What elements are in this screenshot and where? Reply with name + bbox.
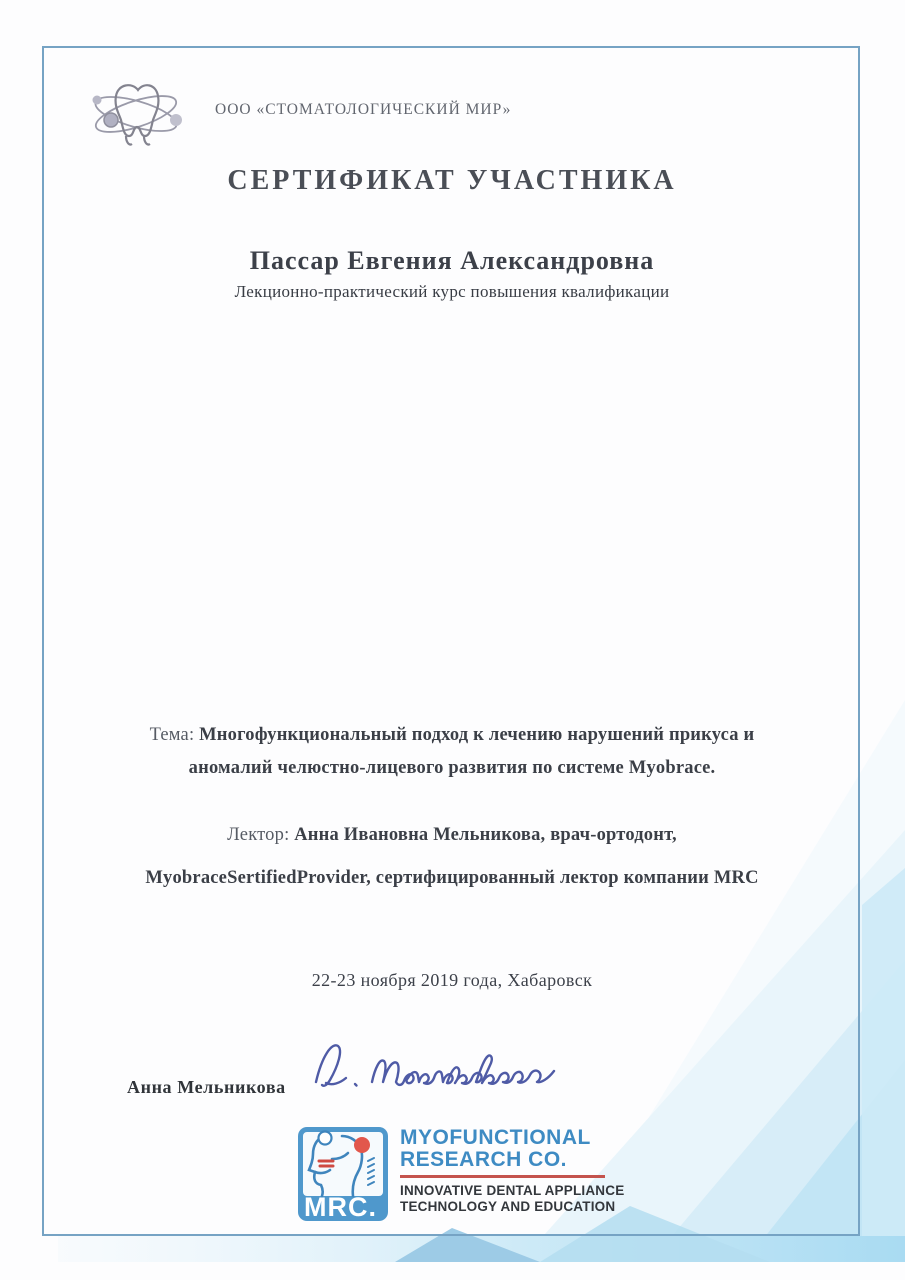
lecturer-role: врач-ортодонт,	[545, 825, 677, 845]
topic-line-2: аномалий челюстно-лицевого развития по системе Myobrace.	[188, 758, 716, 778]
mrc-tagline-line-2: TECHNOLOGY AND EDUCATION	[400, 1199, 616, 1214]
mrc-tagline-line-1: INNOVATIVE DENTAL APPLIANCE	[400, 1183, 625, 1198]
mrc-abbr: MRC.	[304, 1192, 377, 1221]
lecturer-name: Анна Ивановна Мельникова,	[294, 825, 546, 845]
signer-printed-name: Анна Мельникова	[127, 1077, 286, 1097]
handwritten-signature	[300, 1028, 610, 1098]
lecturer-line-1	[42, 825, 862, 846]
mrc-logo-block	[298, 1127, 624, 1221]
mrc-logo-icon	[298, 1127, 388, 1221]
topic-line-1	[42, 725, 862, 746]
certificate-title: СЕРТИФИКАТ УЧАСТНИКА	[227, 165, 677, 196]
topic-text-1: Многофункциональный подход к лечению нарушений прикуса и	[199, 725, 755, 745]
tooth-orbit-icon	[86, 78, 190, 154]
mrc-text-block	[400, 1127, 624, 1221]
lecturer-line-2: MyobraceSertifiedProvider, сертифицированный лектор компании MRC	[145, 868, 759, 888]
mrc-red-divider	[400, 1175, 605, 1178]
topic-label: Тема:	[149, 725, 200, 745]
course-description: Лекционно-практический курс повышения квалификации	[234, 282, 670, 301]
mrc-name-line-2: RESEARCH CO.	[400, 1148, 568, 1171]
recipient-name: Пассар Евгения Александровна	[249, 246, 655, 275]
company-name: ООО «СТОМАТОЛОГИЧЕСКИЙ МИР»	[215, 101, 512, 118]
lecturer-label: Лектор:	[227, 825, 295, 845]
mrc-name-line-1: MYOFUNCTIONAL	[400, 1126, 591, 1149]
event-date: 22-23 ноября 2019 года, Хабаровск	[311, 970, 593, 990]
